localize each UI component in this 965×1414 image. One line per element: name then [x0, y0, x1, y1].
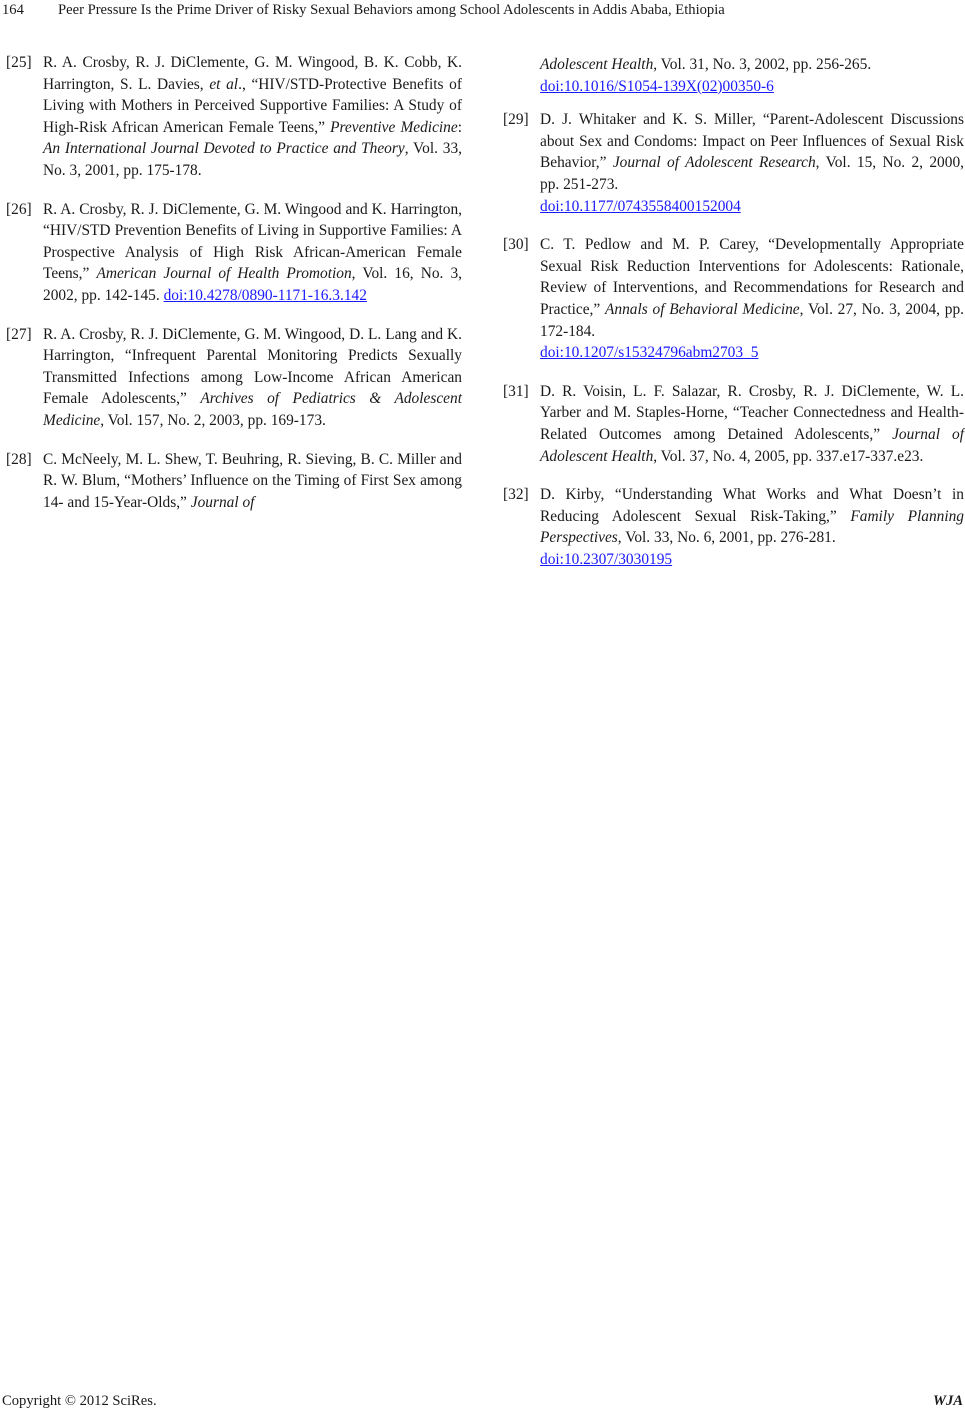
page-footer [2, 1390, 963, 1414]
journal-title: Journal of [190, 493, 255, 511]
journal-abbreviation: WJA [932, 1393, 963, 1409]
journal-title: Adolescent Health [540, 56, 654, 73]
copyright-notice: Copyright © 2012 SciRes. [2, 1393, 157, 1409]
reference-28-continued: Adolescent Health, Vol. 31, No. 3, 2002, pp. 256-265. doi:10.1016/S1054-139X(02)00350-6 [540, 56, 872, 95]
reference-27: [27] R. A. Crosby, R. J. DiClemente, G. M. Wingood, D. L. Lang and K. Harrington, “Infrequent Parental Monitoring Predicts Sexually Transmitted Infections among Low-Income African American Female Adolescents,” Archives of Pediatrics & Adolescent Medicine, Vol. 157, No. 2, 2003, pp. 169-173. [6, 325, 462, 429]
doi-link[interactable]: doi:10.1016/S1054-139X(02)00350-6 [540, 77, 774, 95]
page-number: 164 [2, 2, 24, 18]
reference-25: [25] R. A. Crosby, R. J. DiClemente, G. M. Wingood, B. K. Cobb, K. Harrington, S. L. Davies, et al., “HIV/STD-Protective Benefits of Living with Mothers in Perceived Supportive Families: A Study of High-Risk African American Female Teens,” Preventive Medicine: An International Journal Devoted to Practice and Theory, Vol. 33, No. 3, 2001, pp. 175-178. [6, 54, 462, 179]
doi-link[interactable]: doi:10.4278/0890-1171-16.3.142 [163, 286, 367, 304]
reference-31: [31] D. R. Voisin, L. F. Salazar, R. Crosby, R. J. DiClemente, W. L. Yarber and M. Staples-Horne, “Teacher Connectedness and Health-Related Outcomes among Detained Adolescents,” Journal of Adolescent Health, Vol. 37, No. 4, 2005, pp. 337.e17-337.e23. [503, 382, 964, 465]
reference-number: [26] [6, 200, 32, 218]
journal-title: Archives of Pediatrics & Adolescent Medicine [43, 390, 462, 429]
journal-title: American Journal of Health Promotion [96, 265, 352, 283]
references-left-column [6, 52, 462, 530]
reference-28: [28] C. McNeely, M. L. Shew, T. Beuhring, R. Sieving, B. C. Miller and R. W. Blum, “Mothers’ Influence on the Timing of First Sex among 14- and 15-Year-Olds,” Journal of [6, 450, 462, 511]
reference-number: [31] [503, 382, 529, 400]
journal-title: Journal of Adolescent Health [540, 425, 964, 465]
journal-subtitle: An International Journal Devoted to Practice and Theory [43, 140, 405, 158]
doi-link[interactable]: doi:10.1207/s15324796abm2703_5 [540, 344, 759, 362]
reference-30: [30] C. T. Pedlow and M. P. Carey, “Developmentally Appropriate Sexual Risk Reduction Interventions for Adolescents: Rationale, Review of Interventions, and Recommendations for Research and Practice,” Annals of Behavioral Medicine, Vol. 27, No. 3, 2004, pp. 172-184. doi:10.1207/s15324796abm2703_5 [503, 236, 964, 362]
reference-26: [26] R. A. Crosby, R. J. DiClemente, G. M. Wingood and K. Harrington, “HIV/STD Prevention Benefits of Living in Supportive Families: A Prospective Analysis of High Risk African-American Female Teens,” American Journal of Health Promotion, Vol. 16, No. 3, 2002, pp. 142-145. doi:10.4278/0890-1171-16.3.142 [6, 200, 462, 304]
journal-title: Preventive Medicine [330, 118, 458, 136]
references-right-column [503, 54, 964, 587]
reference-number: [25] [6, 54, 32, 71]
reference-number: [32] [503, 486, 529, 504]
reference-29: [29] D. J. Whitaker and K. S. Miller, “Parent-Adolescent Discussions about Sex and Condoms: Impact on Peer Influences of Sexual Risk Behavior,” Journal of Adolescent Research, Vol. 15, No. 2, 2000, pp. 251-273. doi:10.1177/0743558400152004 [503, 111, 964, 215]
reference-number: [30] [503, 236, 529, 254]
journal-title: Annals of Behavioral Medicine [605, 300, 800, 318]
reference-32: [32] D. Kirby, “Understanding What Works and What Doesn’t in Reducing Adolescent Sexual Risk-Taking,” Family Planning Perspectives, Vol. 33, No. 6, 2001, pp. 276-281. doi:10.2307/3030195 [503, 486, 964, 568]
journal-title: Family Planning Perspectives [540, 507, 964, 547]
running-header [2, 0, 962, 22]
running-title: Peer Pressure Is the Prime Driver of Risky Sexual Behaviors among School Adolescents in Addis Ababa, Ethiopia [58, 2, 725, 18]
reference-number: [27] [6, 325, 32, 343]
doi-link[interactable]: doi:10.2307/3030195 [540, 550, 673, 568]
doi-link[interactable]: doi:10.1177/0743558400152004 [540, 197, 741, 215]
reference-number: [29] [503, 111, 529, 129]
journal-title: Journal of Adolescent Research [612, 154, 816, 172]
reference-number: [28] [6, 450, 32, 468]
